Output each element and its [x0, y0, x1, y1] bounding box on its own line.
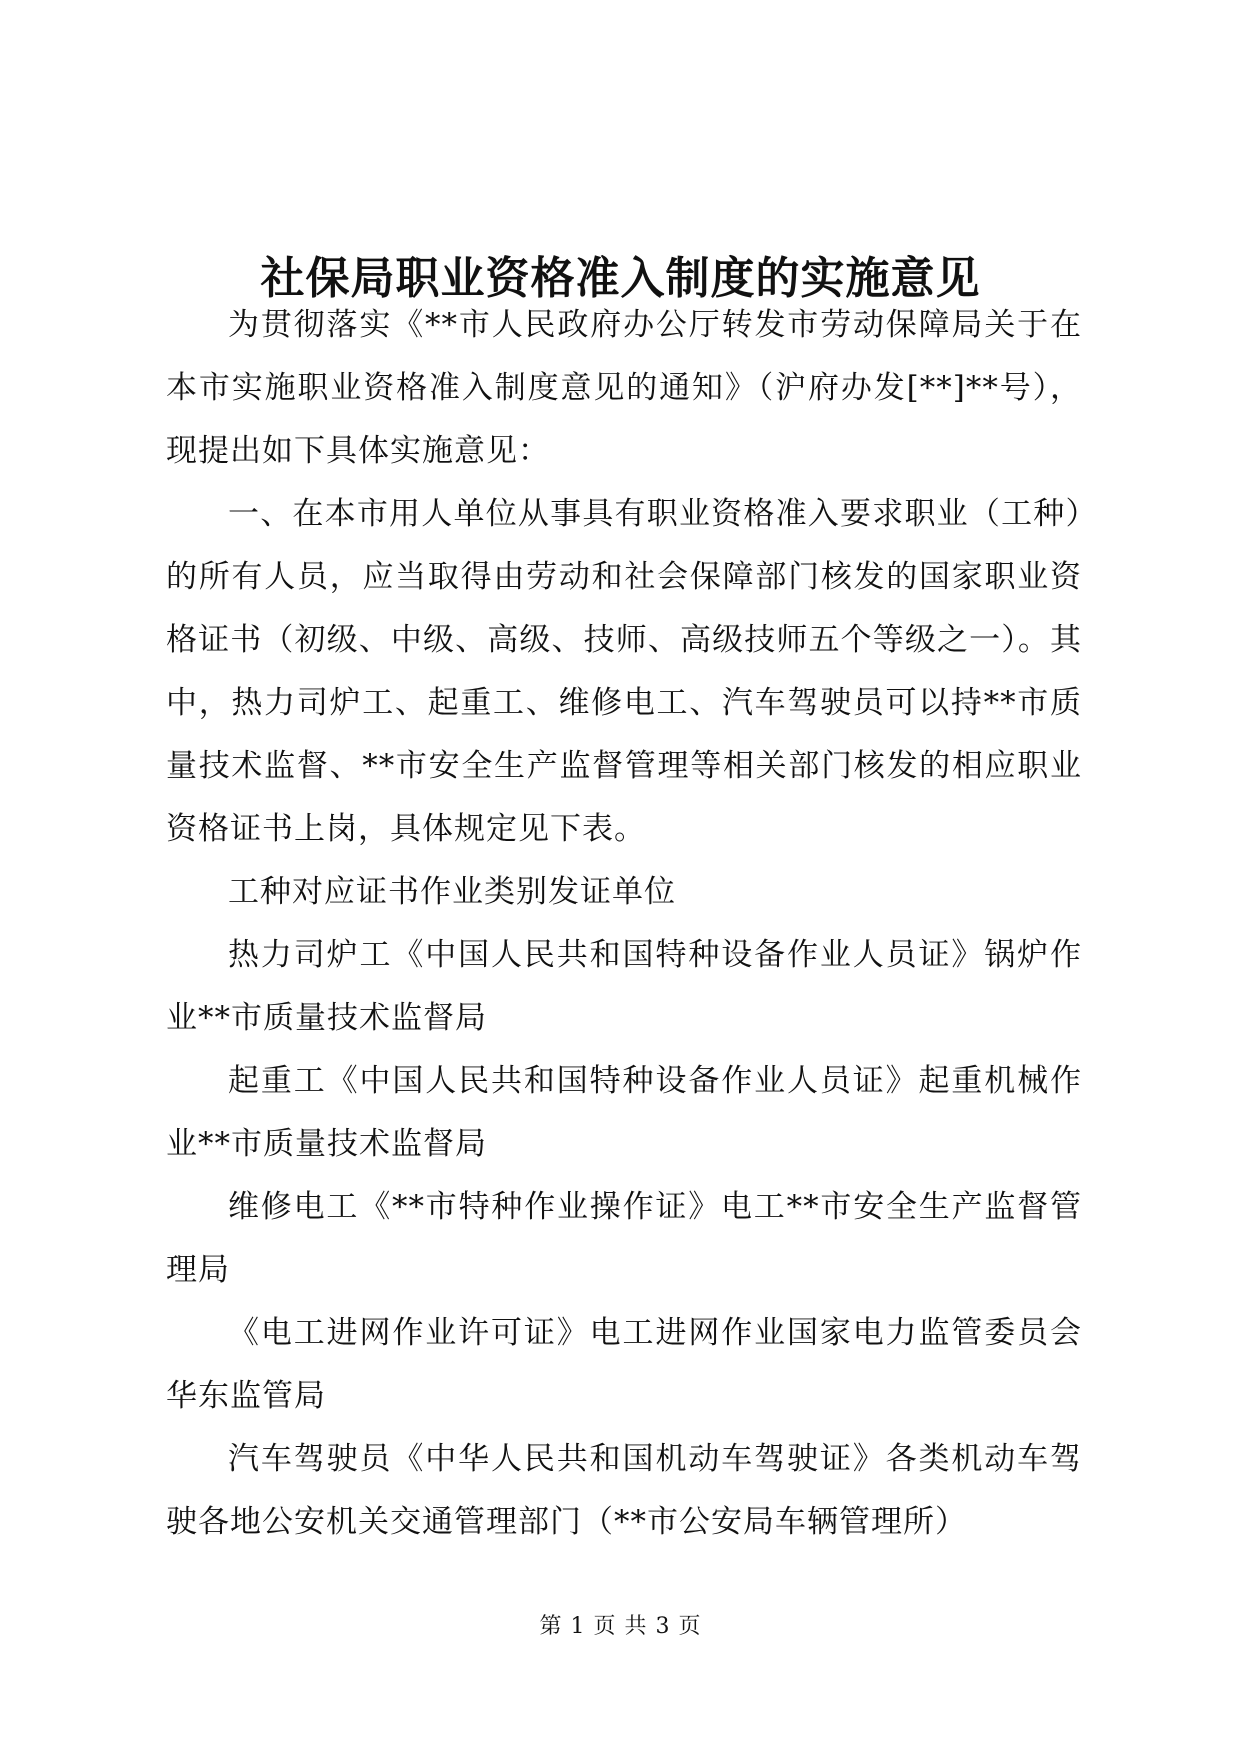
paragraph-intro: 为贯彻落实《**市人民政府办公厅转发市劳动保障局关于在本市实施职业资格准入制度意见的通知》（沪府办发[**]**号），现提出如下具体实施意见： — [166, 307, 1082, 469]
table-row-electrician: 维修电工《**市特种作业操作证》电工**市安全生产监督管理局 — [166, 1189, 1082, 1288]
document-title: 社保局职业资格准入制度的实施意见 — [260, 253, 981, 305]
table-row-crane: 起重工《中国人民共和国特种设备作业人员证》起重机械作业**市质量技术监督局 — [166, 1063, 1082, 1162]
table-header-line: 工种对应证书作业类别发证单位 — [228, 874, 676, 910]
table-row-driver: 汽车驾驶员《中华人民共和国机动车驾驶证》各类机动车驾驶各地公安机关交通管理部门（**市公安局车辆管理所） — [166, 1441, 1082, 1540]
document-body — [166, 294, 1082, 1554]
table-row-boiler: 热力司炉工《中国人民共和国特种设备作业人员证》锅炉作业**市质量技术监督局 — [166, 937, 1082, 1036]
paragraph-section-1: 一、在本市用人单位从事具有职业资格准入要求职业（工种）的所有人员，应当取得由劳动和社会保障部门核发的国家职业资格证书（初级、中级、高级、技师、高级技师五个等级之一）。其中，热力司炉工、起重工、维修电工、汽车驾驶员可以持**市质量技术监督、**市安全生产监督管理等相关部门核发的相应职业资格证书上岗，具体规定见下表。 — [166, 496, 1082, 847]
table-row-grid-permit: 《电工进网作业许可证》电工进网作业国家电力监管委员会华东监管局 — [166, 1315, 1082, 1414]
page-footer: 第 1 页 共 3 页 — [539, 1614, 702, 1639]
